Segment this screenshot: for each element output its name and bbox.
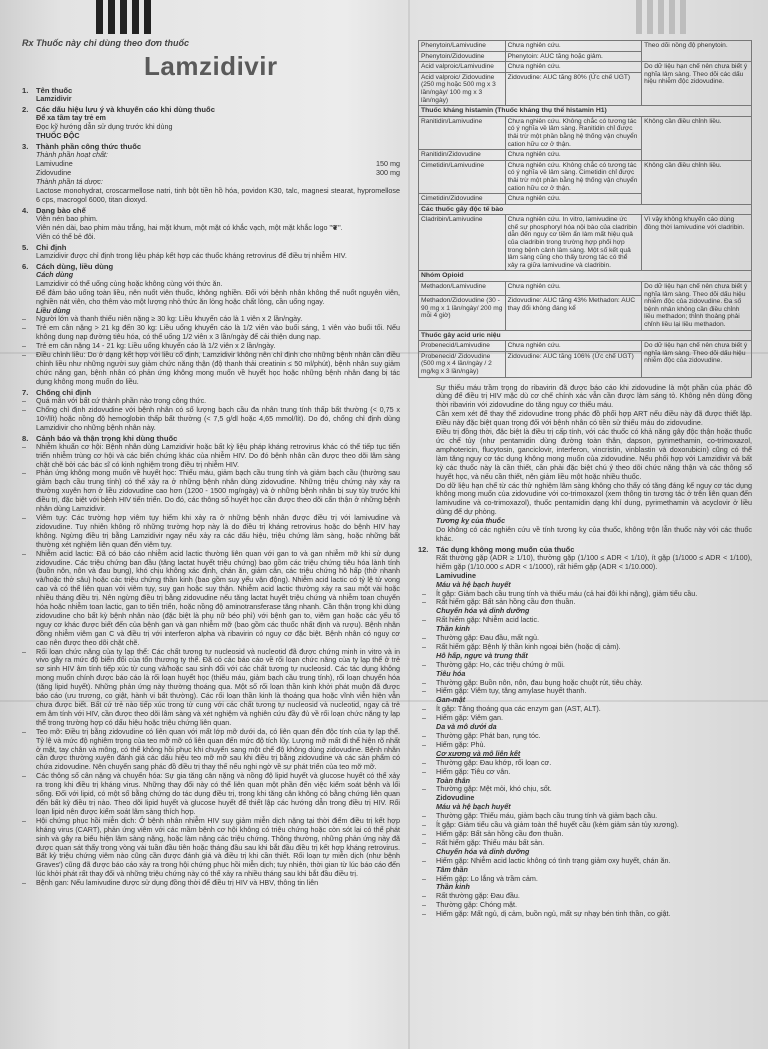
list-item: – Rối loạn chức năng của ty lạp thể: Các chất tương tự nucleosid và nucleotid đã được chứng minh in vitro và in vivo gây ra mức độ biến đổi của tổn thương ty thể. Đã có các báo cáo về rối loạn chức năng của ty lạp thể ở trẻ sơ sinh HIV âm tính tiếp xúc từ cung và/hoặc sau sinh đối với các chất tương tự nucleosid. Các tác dụng không mong muốn chính được báo cáo là rối loạn huyết học (thiếu máu, giảm bạch cầu trung tính), rối loạn chuyển hóa (tăng lipid huyết). Những phản ứng này thường thoáng qua. Một số rối loạn thần kinh khởi phát muộn đã được báo cáo (ưu trương, co giật, hành vi bất thường). Các rối loạn thần kinh là thoáng qua hoặc vĩnh viễn hiện vẫn chưa được biết. Bất cứ trẻ nào tiếp xúc trong tử cung với các chất tương tự nucleosid và nucleotid, ngay cả trẻ em âm tính với HIV, cần được theo dõi lâm sàng và xét nghiệm và nghiên cứu đầy đủ về rối loạn chức năng ty lạp thể trong trường hợp có dấu hiệu hoặc triệu chứng liên quan.	[22, 646, 400, 727]
section-12: 12. Tác dụng không mong muốn của thuốc	[418, 544, 575, 554]
table-cell: Chưa nghiên cứu. Không chắc có tương tác có ý nghĩa về lâm sàng. Cimetidin chỉ được thải trừ một phần bằng hệ thống vận chuyển cation hữu cơ ở thận.	[505, 160, 642, 193]
list-item: – Hội chứng phục hồi miễn dịch: Ở bệnh nhân nhiễm HIV suy giảm miễn dịch nặng tại thời điểm điều trị kết hợp kháng virus (CART), phản ứng viêm với các mầm bệnh cơ hội không có triệu chứng hoặc còn sót lại có thể phát sinh và gây ra biểu hiện lâm sàng nặng, hoặc làm nặng các triệu chứng. Thông thường, những phản ứng này đã được quan sát thấy trong vòng vài tuần đầu tiên hoặc tháng đầu sau khi bắt đầu điều trị kết hợp kháng retrovirus. Bất kỳ triệu chứng viêm nào cũng cần được đánh giá và điều trị khi cần thiết. Rối loạn tự miễn dịch (như bệnh Graves') cũng đã được báo cáo xảy ra trong hội chứng phục hồi miễn dịch; tuy nhiên, thời gian từ lúc báo cáo đến lúc khởi phát rất thay đổi và những triệu chứng này có thể xảy ra nhiều tháng sau khi bắt đầu điều trị.	[22, 815, 400, 879]
list-item: – Hiếm gặp: Viêm tụy, tăng amylase huyết thanh.	[422, 686, 587, 696]
section-7: 7. Chống chỉ định	[22, 387, 92, 397]
list-item: – Rất hiếm gặp: Thiếu máu bất sản.	[422, 837, 545, 847]
table-cell: Phenytoin/Zidovudine	[419, 51, 506, 62]
list-item: – Thường gặp: Đau khớp, rối loạn cơ.	[422, 757, 552, 767]
list-item: – Hiếm gặp: Mất ngủ, dị cảm, buồn ngủ, mất sự nhạy bén tinh thần, co giật.	[422, 909, 671, 919]
table-cell: Không cần điều chỉnh liều.	[642, 160, 752, 204]
table-cell: Chưa nghiên cứu.	[505, 341, 642, 352]
table-cell: Chưa nghiên cứu.	[505, 194, 642, 205]
table-group-header: Các thuốc gây độc tế bào	[419, 204, 752, 215]
table-cell: Do dữ liệu hạn chế nên chưa biết ý nghĩa lâm sàng. Theo dõi dấu hiệu nhiễm độc của zidovudine.	[642, 341, 752, 377]
list-item: – Rất hiếm gặp: Nhiễm acid lactic.	[422, 615, 540, 625]
table-row	[419, 41, 752, 52]
left-column: Rx Thuốc này chỉ dùng theo đơn thuốc Lamzidivir 1. Tên thuốc Lamzidivir 2. Các dấu hiệu lưu ý và khuyến cáo khi dùng thuốc Để xa tầm tay trẻ em Đọc kỹ hướng dẫn sử dụng trước khi dùng THUỐC ĐỘC 3. Thành phần công thức thuốc Thành phần hoạt chất: Lamivudine 150 mg Zidovudine 300 mg Thành phần tá dược: Lactose monohydrat, croscarmellose natri, tinh bột tiền hồ hóa, povidon K30, talc, magnesi stearat, hypromellose 6 cps, macrogol 6000, titan dioxyd. 4. Dạng bào chế Viên nén bao phim. Viên nén dài, bao phim màu trắng, hai mặt khum, một mặt có khắc vạch, một mặt khắc logo "❦". Viên có thể bẻ đôi. 5. Chỉ định Lamzidivir được chỉ định trong liệu pháp kết hợp các thuốc kháng retrovirus để điều trị nhiễm HIV. 6. Cách dùng, liều dùng Cách dùng Lamzidivir có thể uống cùng hoặc không cùng với thức ăn. Để đảm bảo uống toàn liều, nên nuốt viên thuốc, không nghiền. Đối với bệnh nhân không thể nuốt nguyên viên, nghiền nát viên, cho thêm vào một lượng nhỏ thức ăn lỏng hoặc chất lỏng, cần uống ngay. Liều dùng – Người lớn và thanh thiếu niên nặng ≥ 30 kg: Liều khuyến cáo là 1 viên x 2 lần/ngày. – Trẻ em cân nặng > 21 kg đến 30 kg: Liều uống khuyến cáo là 1/2 viên vào buổi sáng, 1 viên vào buổi tối. Nếu không dung nạp đường tiêu hóa, có thể uống 1/2 viên x 3 lần/ngày để cải thiện dung nạp. – Trẻ em cân nặng 14 - 21 kg: Liều uống khuyến cáo là 1/2 viên x 2 lần/ngày. – Điều chỉnh liều: Do ở dạng kết hợp với liều cố định, Lamzidivir không nên chỉ định cho những bệnh nhân cần điều chỉnh liều như những người suy giảm chức năng thận (độ thanh thải creatinin ≤ 50 ml/phút), bệnh nhân suy giảm chức năng gan, bệnh nhân có phản ứng không mong muốn về huyết học hoặc những bệnh nhân đang bị tác dụng không mong muốn do liều. 7. Chống chỉ định – Quá mẫn với bất cứ thành phần nào trong công thức. – Chống chỉ định zidovudine với bệnh nhân có số lượng bạch cầu đa nhân trung tính thấp bất thường (< 0,75 x 10⁹/lít) hoặc nồng độ hemoglobin thấp bất thường (< 7,5 g/dl hoặc 4,65 mmol/lít). Do đó, chống chỉ định dùng Lamzidivir cho những bệnh nhân này. 8. Cảnh báo và thận trọng khi dùng thuốc – Nhiễm khuẩn cơ hội: Bệnh nhân dùng Lamzidivir hoặc bất kỳ liệu pháp kháng retrovirus khác có thể tiếp tục tiến triển nhiễm trùng cơ hội và các biến chứng khác của nhiễm HIV. Do đó bệnh nhân cần được theo dõi lâm sàng chặt chẽ bởi các bác sĩ có kinh nghiệm trong điều trị nhiễm HIV. – Phản ứng không mong muốn về huyết học: Thiếu máu, giảm bạch cầu trung tính và giảm bạch cầu (thường sau giảm bạch cầu trung tính) có thể xảy ra ở những bệnh nhân dùng zidovudine. Những triệu chứng này xảy ra thường xuyên hơn ở liều zidovudine cao hơn (1200 - 1500 mg/ngày) và ở những bệnh nhân bị suy tủy trước khi điều trị, đặc biệt với bệnh HIV tiến triển. Do đó, các thông số huyết học cần được theo dõi cẩn thận ở những bệnh nhân dùng Lamzidivir. – Viêm tụy: Các trường hợp viêm tụy hiếm khi xảy ra ở những bệnh nhân được điều trị với lamivudine và zidovudine. Tuy nhiên không rõ những trường hợp này là do điều trị kháng retrovirus hoặc do bệnh HIV hay không. Ngừng điều trị bằng Lamzidivir ngay nếu xảy ra các dấu hiệu, triệu chứng lâm sàng, hoặc những bất thường xét nghiệm liên quan đến viêm tụy. – Nhiễm acid lactic: Đã có báo cáo nhiễm acid lactic thường liên quan với gan to và gan nhiễm mỡ khi sử dụng zidovudine. Các triệu chứng ban đầu (tăng lactat huyết triệu chứng) bao gồm các triệu chứng tiêu hóa lành tính (buồn nôn, nôn và đau bụng), khó chịu không xác định, chán ăn, giảm cân, các triệu chứng hô hấp (thở nhanh và/hoặc thở sâu) hoặc các triệu chứng thần kinh (bao gồm suy yếu vận động). Nhiễm acid lactic có tỷ lệ tử vong cao và có thể liên quan với viêm tụy, suy gan hoặc suy thận. Nhiễm acid lactic thường xảy ra sau một vài hoặc nhiều tháng điều trị. Nên ngừng điều trị bằng zidovudine nếu tăng lactat huyết triệu chứng và nhiễm toan chuyển hóa hoặc nhiễm toan lactic, gan to tiến triển, hoặc nồng độ aminotransferase tăng nhanh. Cần thận trọng khi dùng zidovudine cho bất kỳ bệnh nhân nào (đặc biệt là phụ nữ béo phì) với bệnh gan to, viêm gan hoặc các yếu tố nguy cơ khác được biết đến của bệnh gan và gan nhiễm mỡ (bao gồm các thuốc nhất định và rượu). Bệnh nhân đồng nhiễm viêm gan C và điều trị với interferon alpha và ribavirin có nguy cơ đặc biệt. Bệnh nhân có nguy cơ cao nên được theo dõi chặt chẽ. – Rối loạn chức năng của ty lạp thể: Các chất tương tự nucleosid và nucleotid đã được chứng minh in vitro và in vivo gây ra mức độ biến đổi của tổn thương ty thể. Đã có các báo cáo về rối loạn chức năng của ty lạp thể ở trẻ sơ sinh HIV âm tính tiếp xúc từ cung và/hoặc sau sinh đối với các chất tương tự nucleosid. Các tác dụng không mong muốn chính được báo cáo là rối loạn huyết học (thiếu máu, giảm bạch cầu trung tính), rối loạn chuyển hóa (tăng lipid huyết). Những phản ứng này thường thoáng qua. Một số rối loạn thần kinh khởi phát muộn đã được báo cáo (ưu trương, co giật, hành vi bất thường). Các rối loạn thần kinh là thoáng qua hoặc vĩnh viễn hiện vẫn chưa được biết. Bất cứ trẻ nào tiếp xúc trong tử cung với các chất tương tự nucleosid và nucleotid, ngay cả trẻ em âm tính với HIV, cần được theo dõi lâm sàng và xét nghiệm và nghiên cứu đầy đủ về rối loạn chức năng ty lạp thể trong trường hợp có dấu hiệu hoặc triệu chứng liên quan. – Teo mỡ: Điều trị bằng zidovudine có liên quan với mất lớp mỡ dưới da, có liên quan đến độc tính của ty lạp thể. Tỷ lệ và mức độ nghiêm trọng của teo mỡ mỡ có liên quan đến mức độ tích lũy. Lượng mỡ mất đi thể hiện rõ nhất ở mặt, tay chân và mông, có thể không hồi phục khi chuyển sang một chế độ không dùng zidovudine. Bệnh nhân cần được thường xuyên đánh giá các dấu hiệu teo mỡ mỡ sau khi điều trị bằng zidovudine và các sản phẩm có chứa zidovudine. Nên chuyển sang phác đồ điều trị thay thế nếu nghi ngờ về sự phát triển của teo mỡ mỡ. – Các thông số cân nặng và chuyển hóa: Sự gia tăng cân nặng và nồng độ lipid huyết và glucose huyết có thể xảy ra trong khi điều trị kháng virus. Những thay đổi này có thể liên quan một phần đến việc kiểm soát bệnh và lối sống. Đối với lipid, có một số bằng chứng do tác dụng điều trị, trong khi tăng cân không có bằng chứng liên quan đến bất kỳ điều trị nào. Theo dõi lipid huyết và glucose huyết để thiết lập các hướng dẫn trong điều trị HIV. Rối loạn lipid nên được kiểm soát lâm sàng thích hợp. – Hội chứng phục hồi miễn dịch: Ở bệnh nhân nhiễm HIV suy giảm miễn dịch nặng tại thời điểm điều trị kết hợp kháng virus (CART), phản ứng viêm với các mầm bệnh cơ hội không có triệu chứng hoặc còn sót lại có thể phát sinh và gây ra biểu hiện lâm sàng nặng, hoặc làm nặng các triệu chứng. Thông thường, những phản ứng này đã được quan sát thấy trong vòng vài tuần đầu tiên hoặc tháng đầu sau khi bắt đầu điều trị kết hợp kháng retrovirus. Bất kỳ triệu chứng viêm nào cũng cần được đánh giá và điều trị khi cần thiết. Rối loạn tự miễn dịch (như bệnh Graves') cũng đã được báo cáo xảy ra trong hội chứng phục hồi miễn dịch; tuy nhiên, thời gian từ lúc báo cáo đến lúc khởi phát rất thay đổi và những triệu chứng này có thể xảy ra nhiều tháng sau khi bắt đầu điều trị. – Bệnh gan: Nếu lamivudine được sử dụng đồng thời để điều trị HIV và HBV, thông tin liên	[22, 38, 400, 888]
drug-name: Lamzidivir	[36, 94, 72, 104]
table-cell: Chưa nghiên cứu.	[505, 150, 642, 161]
table-cell: Chưa nghiên cứu.	[505, 41, 642, 52]
table-group-header: Thuốc kháng histamin (Thuốc kháng thụ thể histamin H1)	[419, 106, 752, 117]
list-item: – Các thông số cân nặng và chuyển hóa: Sự gia tăng cân nặng và nồng độ lipid huyết và glucose huyết có thể xảy ra trong khi điều trị kháng virus. Những thay đổi này có thể liên quan một phần đến việc kiểm soát bệnh và lối sống. Đối với lipid, có một số bằng chứng do tác dụng điều trị, trong khi tăng cân không có bằng chứng liên quan đến bất kỳ điều trị nào. Theo dõi lipid huyết và glucose huyết để thiết lập các hướng dẫn trong điều trị HIV. Rối loạn lipid nên được kiểm soát lâm sàng thích hợp.	[22, 771, 400, 816]
list-item: – Ít gặp: Giảm bạch cầu trung tính và thiếu máu (cả hai đôi khi nặng), giảm tiểu cầu.	[422, 588, 698, 598]
barcode-mark	[96, 0, 151, 34]
list-item: – Thường gặp: Phát ban, rụng tóc.	[422, 731, 541, 740]
list-item: – Thường gặp: Buồn nôn, nôn, đau bụng hoặc chuột rút, tiêu chảy.	[422, 677, 643, 687]
section-5: 5. Chỉ định	[22, 242, 67, 252]
table-row	[419, 282, 752, 296]
table-cell: Cimetidin/Lamivudine	[419, 160, 506, 193]
list-item: – Rất thường gặp: Đau đầu.	[422, 891, 520, 901]
table-cell: Methadon/Lamivudine	[419, 282, 506, 296]
list-item: – Trẻ em cân nặng > 21 kg đến 30 kg: Liều uống khuyến cáo là 1/2 viên vào buổi sáng, 1 viên vào buổi tối. Nếu không dung nạp đường tiêu hóa, có thể uống 1/2 viên x 3 lần/ngày để cải thiện dung nạp.	[22, 323, 400, 342]
table-cell: Acid valproic/Lamivudine	[419, 62, 506, 73]
list-item: – Điều chỉnh liều: Do ở dạng kết hợp với liều cố định, Lamzidivir không nên chỉ định cho những bệnh nhân cần điều chỉnh liều như những người suy giảm chức năng thận (độ thanh thải creatinin ≤ 50 ml/phút), bệnh nhân suy giảm chức năng gan, bệnh nhân có phản ứng không mong muốn về huyết học hoặc những bệnh nhân đang bị tác dụng không mong muốn do liều.	[22, 350, 400, 386]
interaction-table	[418, 40, 752, 378]
section-8: 8. Cảnh báo và thận trọng khi dùng thuốc	[22, 433, 178, 443]
document-title: Lamzidivir	[144, 51, 278, 81]
list-item: – Hiếm gặp: Bất sản hồng cầu đơn thuần.	[422, 828, 564, 838]
list-item: – Ít gặp: Giảm tiểu cầu và giảm toàn thể huyết cầu (kèm giảm sản tủy xương).	[422, 820, 679, 830]
fold-line	[408, 0, 410, 1049]
list-item: – Phản ứng không mong muốn về huyết học: Thiếu máu, giảm bạch cầu trung tính và giảm bạch cầu (thường sau giảm bạch cầu trung tính) có thể xảy ra ở những bệnh nhân dùng zidovudine. Những triệu chứng này xảy ra thường xuyên hơn ở liều zidovudine cao hơn (1200 - 1500 mg/ngày) và ở những bệnh nhân bị suy tủy trước khi điều trị, đặc biệt với bệnh HIV tiến triển. Do đó, các thông số huyết học cần được theo dõi cẩn thận ở những bệnh nhân dùng Lamzidivir.	[22, 468, 400, 514]
logo-icon: ❦	[332, 222, 339, 232]
list-item: – Thường gặp: Chóng mặt.	[422, 900, 518, 910]
list-item: – Thường gặp: Mệt mỏi, khó chịu, sốt.	[422, 784, 552, 794]
table-cell: Không cần điều chỉnh liều.	[642, 116, 752, 160]
table-row	[419, 116, 752, 149]
section-4: 4. Dạng bào chế	[22, 205, 86, 215]
table-group-row	[419, 106, 752, 117]
list-item: – Chống chỉ định zidovudine với bệnh nhân có số lượng bạch cầu đa nhân trung tính thấp bất thường (< 0,75 x 10⁹/lít) hoặc nồng độ hemoglobin thấp bất thường (< 7,5 g/dl hoặc 4,65 mmol/lít). Do đó, chống chỉ định dùng Lamzidivir cho những bệnh nhân này.	[22, 404, 400, 432]
list-item: – Hiếm gặp: Nhiễm acid lactic không có tình trạng giảm oxy huyết, chán ăn.	[422, 855, 671, 865]
list-item: – Nhiễm khuẩn cơ hội: Bệnh nhân dùng Lamzidivir hoặc bất kỳ liệu pháp kháng retrovirus khác có thể tiếp tục tiến triển nhiễm trùng cơ hội và các biến chứng khác của nhiễm HIV. Do đó bệnh nhân cần được theo dõi lâm sàng chặt chẽ bởi các bác sĩ có kinh nghiệm trong điều trị nhiễm HIV.	[22, 441, 400, 469]
list-item: – Rất hiếm gặp: Bất sản hồng cầu đơn thuần.	[422, 597, 576, 607]
table-cell: Theo dõi nồng độ phenytoin.	[642, 41, 752, 62]
table-cell: Acid valproic/ Zidovudine (250 mg hoặc 500 mg x 3 lần/ngày/ 100 mg x 3 lần/ngày)	[419, 72, 506, 105]
right-column	[418, 40, 752, 919]
table-cell: Ranitidin/Lamivudine	[419, 116, 506, 149]
list-item: – Thường gặp: Thiếu máu, giảm bạch cầu trung tính và giảm bạch cầu.	[422, 811, 658, 821]
table-cell: Phenytoin: AUC tăng hoặc giảm.	[505, 51, 642, 62]
table-cell: Zidovudine: AUC tăng 106% (Ức chế UGT)	[505, 351, 642, 377]
list-item: – Nhiễm acid lactic: Đã có báo cáo nhiễm acid lactic thường liên quan với gan to và gan nhiễm mỡ khi sử dụng zidovudine. Các triệu chứng ban đầu (tăng lactat huyết triệu chứng) bao gồm các triệu chứng tiêu hóa lành tính (buồn nôn, nôn và đau bụng), khó chịu không xác định, chán ăn, giảm cân, các triệu chứng hô hấp (thở nhanh và/hoặc thở sâu) hoặc các triệu chứng thần kinh (bao gồm suy yếu vận động). Nhiễm acid lactic có tỷ lệ tử vong cao và có thể liên quan với viêm tụy, suy gan hoặc suy thận. Nhiễm acid lactic thường xảy ra sau một vài hoặc nhiều tháng điều trị. Nên ngừng điều trị bằng zidovudine nếu tăng lactat huyết triệu chứng và nhiễm toan chuyển hóa hoặc nhiễm toan lactic, gan to tiến triển, hoặc nồng độ aminotransferase tăng nhanh. Cần thận trọng khi dùng zidovudine cho bất kỳ bệnh nhân nào (đặc biệt là phụ nữ béo phì) với bệnh gan to, viêm gan hoặc các yếu tố nguy cơ khác được biết đến của bệnh gan và gan nhiễm mỡ (bao gồm các thuốc nhất định và rượu). Bệnh nhân đồng nhiễm viêm gan C và điều trị với interferon alpha và ribavirin có nguy cơ đặc biệt. Bệnh nhân có nguy cơ cao nên được theo dõi chặt chẽ.	[22, 548, 400, 647]
section-3: 3. Thành phần công thức thuốc	[22, 142, 142, 152]
table-cell: Chưa nghiên cứu. In vitro, lamivudine ức chế sự phosphoryl hóa nội bào của cladribin dẫn đến nguy cơ tiềm ẩn làm mất hiệu quả của cladribin trong trường hợp phối hợp trong bệnh cảnh lâm sàng. Một số kết quả lâm sàng cũng cho thấy tương tác có thể xảy ra giữa lamivudine và cladribin.	[505, 215, 642, 271]
section-1: 1. Tên thuốc	[22, 86, 73, 95]
list-item: – Thường gặp: Đau đầu, mất ngủ.	[422, 633, 540, 643]
table-cell: Do dữ liệu hạn chế nên chưa biết ý nghĩa lâm sàng. Theo dõi dấu hiệu nhiễm độc của zidovudine. Đa số bệnh nhân không cần điều chỉnh liều methadon; thỉnh thoảng phải chỉnh liều lại liều methadon.	[642, 282, 752, 331]
list-item: – Hiếm gặp: Tiêu cơ vân.	[422, 766, 511, 776]
table-row	[419, 62, 752, 73]
table-group-header: Thuốc gây acid uric niệu	[419, 330, 752, 341]
list-item: – Người lớn và thanh thiếu niên nặng ≥ 30 kg: Liều khuyến cáo là 1 viên x 2 lần/ngày.	[22, 314, 303, 324]
table-cell: Chưa nghiên cứu. Không chắc có tương tác có ý nghĩa về lâm sàng. Ranitidin chỉ được thải trừ một phần bằng hệ thống vận chuyển cation hữu cơ ở thận.	[505, 116, 642, 149]
list-item: – Hiếm gặp: Viêm gan.	[422, 713, 503, 723]
table-cell: Cimetidin/Zidovudine	[419, 194, 506, 205]
ingredient-row: Zidovudine 300 mg	[36, 168, 400, 178]
section-6: 6. Cách dùng, liều dùng	[22, 261, 114, 271]
table-cell: Cladribin/Lamivudine	[419, 215, 506, 271]
table-cell: Do dữ liệu hạn chế nên chưa biết ý nghĩa lâm sàng. Theo dõi các dấu hiệu nhiễm độc zidovudine.	[642, 62, 752, 106]
table-row	[419, 215, 752, 271]
table-cell: Ranitidin/Zidovudine	[419, 150, 506, 161]
list-item: – Rất hiếm gặp: Bệnh lý thần kinh ngoại biên (hoặc dị cảm).	[422, 641, 621, 651]
list-item: – Bệnh gan: Nếu lamivudine được sử dụng đồng thời để điều trị HIV và HBV, thông tin liên	[22, 878, 319, 888]
table-cell: Probenecid/ Zidovudine (500 mg x 4 lần/ngày / 2 mg/kg x 3 lần/ngày)	[419, 351, 506, 377]
barcode-mark-faded	[636, 0, 686, 34]
table-group-row	[419, 330, 752, 341]
table-group-header: Nhóm Opioid	[419, 271, 752, 282]
table-group-row	[419, 271, 752, 282]
table-row	[419, 341, 752, 352]
list-item: – Teo mỡ: Điều trị bằng zidovudine có liên quan với mất lớp mỡ dưới da, có liên quan đến độc tính của ty lạp thể. Tỷ lệ và mức độ nghiêm trọng của teo mỡ mỡ có liên quan đến mức độ tích lũy. Lượng mỡ mất đi thể hiện rõ nhất ở mặt, tay chân và mông, có thể không hồi phục khi chuyển sang một chế độ không dùng zidovudine. Bệnh nhân cần được thường xuyên đánh giá các dấu hiệu teo mỡ mỡ sau khi điều trị bằng zidovudine và các sản phẩm có chứa zidovudine. Nên chuyển sang phác đồ điều trị thay thế nếu nghi ngờ về sự phát triển của teo mỡ mỡ.	[22, 726, 400, 772]
table-cell: Zidovudine: AUC tăng 43% Methadon: AUC thay đổi không đáng kể	[505, 296, 642, 330]
list-item: – Thường gặp: Ho, các triệu chứng ở mũi.	[422, 659, 565, 669]
table-cell: Methadon/Zidovudine (30 - 90 mg x 1 lần/ngày/ 200 mg mỗi 4 giờ)	[419, 296, 506, 330]
list-item: – Trẻ em cân nặng 14 - 21 kg: Liều uống khuyến cáo là 1/2 viên x 2 lần/ngày.	[22, 341, 276, 351]
table-cell: Zidovudine: AUC tăng 80% (Ức chế UGT)	[505, 72, 642, 105]
table-cell: Vì vậy không khuyến cáo dùng đồng thời lamivudine với cladribin.	[642, 215, 752, 271]
list-item: – Hiếm gặp: Phù.	[422, 739, 486, 749]
table-cell: Probenecid/Lamivudine	[419, 341, 506, 352]
rx-notice: Rx Thuốc này chỉ dùng theo đơn thuốc	[22, 38, 190, 48]
right-text: Sự thiếu máu trầm trọng do ribavirin đã được báo cáo khi zidovudine là một phần của phác đồ dùng để điều trị HIV mặc dù cơ chế chính xác vẫn cần được làm sáng tỏ. Không nên dùng đồng thời ribavirin với zidovudine do tăng nguy cơ thiếu máu. Cần xem xét để thay thế zidovudine trong phác đồ phối hợp ART nếu điều này đã được thiết lập. Điều này đặc biệt quan trọng đối với bệnh nhân có tiền sử thiếu máu do zidovudine. Điều trị đồng thời, đặc biệt là điều trị cấp tính, với các thuốc có khả năng gây độc thận hoặc thuốc ức chế tủy (như pentamidin dùng đường toàn thân, dapson, pyrimethamin, co-trimoxazol, amphotericin, flucytosin, ganciclovir, interferon, vincristin, vinblastin và doxorubicin) cũng có thể làm tăng nguy cơ tác dụng không mong muốn của zidovudine. Nếu phối hợp với Lamzidivir và bất kỳ các thuốc này là cần thiết, cần phải đặc biệt chú ý theo dõi chức năng thận và các thông số huyết học, và nếu cần thiết, nên giảm liều một hoặc nhiều thuốc. Do dữ liệu hạn chế từ các thử nghiệm lâm sàng không cho thấy có tăng đáng kể nguy cơ tác dụng không mong muốn của zidovudine với co-trimoxazol (xem thông tin tương tác ở trên liên quan đến lamivudine và co-trimoxazol), thuốc pentamidin dạng khí dung, pyrimethamin và acyclovir ở liều dùng để dự phòng. Tương kỵ của thuốc Do không có các nghiên cứu về tính tương kỵ của thuốc, không trộn lẫn thuốc này với các thuốc khác. 12. Tác dụng không mong muốn của thuốc Rất thường gặp (ADR ≥ 1/10), thường gặp (1/100 ≤ ADR < 1/10), ít gặp (1/1000 ≤ ADR < 1/100), hiếm gặp (1/10.000 ≤ ADR < 1/1000), rất hiếm gặp (ADR < 1/10.000). Lamivudine Máu và hệ bạch huyết – Ít gặp: Giảm bạch cầu trung tính và thiếu máu (cả hai đôi khi nặng), giảm tiểu cầu. – Rất hiếm gặp: Bất sản hồng cầu đơn thuần. Chuyển hóa và dinh dưỡng – Rất hiếm gặp: Nhiễm acid lactic. Thần kinh – Thường gặp: Đau đầu, mất ngủ. – Rất hiếm gặp: Bệnh lý thần kinh ngoại biên (hoặc dị cảm). Hô hấp, ngực và trung thất – Thường gặp: Ho, các triệu chứng ở mũi. Tiêu hóa – Thường gặp: Buồn nôn, nôn, đau bụng hoặc chuột rút, tiêu chảy. – Hiếm gặp: Viêm tụy, tăng amylase huyết thanh. Gan-mật – Ít gặp: Tăng thoáng qua các enzym gan (AST, ALT). – Hiếm gặp: Viêm gan. Da và mô dưới da – Thường gặp: Phát ban, rụng tóc. – Hiếm gặp: Phù. Cơ xương và mô liên kết – Thường gặp: Đau khớp, rối loạn cơ. – Hiếm gặp: Tiêu cơ vân. Toàn thân – Thường gặp: Mệt mỏi, khó chịu, sốt. Zidovudine Máu và hệ bạch huyết – Thường gặp: Thiếu máu, giảm bạch cầu trung tính và giảm bạch cầu. – Ít gặp: Giảm tiểu cầu và giảm toàn thể huyết cầu (kèm giảm sản tủy xương). – Hiếm gặp: Bất sản hồng cầu đơn thuần. – Rất hiếm gặp: Thiếu máu bất sản. Chuyển hóa và dinh dưỡng – Hiếm gặp: Nhiễm acid lactic không có tình trạng giảm oxy huyết, chán ăn. Tâm thần – Hiếm gặp: Lo lắng và trầm cảm. Thần kinh – Rất thường gặp: Đau đầu. – Thường gặp: Chóng mặt. – Hiếm gặp: Mất ngủ, dị cảm, buồn ngủ, mất sự nhạy bén tinh thần, co giật.	[418, 382, 752, 919]
table-cell: Phenytoin/Lamivudine	[419, 41, 506, 52]
table-cell: Chưa nghiên cứu.	[505, 282, 642, 296]
table-cell: Chưa nghiên cứu.	[505, 62, 642, 73]
table-row	[419, 160, 752, 193]
list-item: – Quá mẫn với bất cứ thành phần nào trong công thức.	[22, 395, 207, 405]
ingredient-row: Lamivudine 150 mg	[36, 159, 400, 169]
section-2: 2. Các dấu hiệu lưu ý và khuyến cáo khi dùng thuốc	[22, 105, 215, 115]
list-item: – Hiếm gặp: Lo lắng và trầm cảm.	[422, 873, 538, 883]
list-item: – Viêm tụy: Các trường hợp viêm tụy hiếm khi xảy ra ở những bệnh nhân được điều trị với lamivudine và zidovudine. Tuy nhiên không rõ những trường hợp này là do điều trị kháng retrovirus hoặc do bệnh HIV hay không. Ngừng điều trị bằng Lamzidivir ngay nếu xảy ra các dấu hiệu, triệu chứng lâm sàng, hoặc những bất thường xét nghiệm liên quan đến viêm tụy.	[22, 512, 400, 549]
list-item: – Ít gặp: Tăng thoáng qua các enzym gan (AST, ALT).	[422, 704, 601, 714]
table-group-row	[419, 204, 752, 215]
